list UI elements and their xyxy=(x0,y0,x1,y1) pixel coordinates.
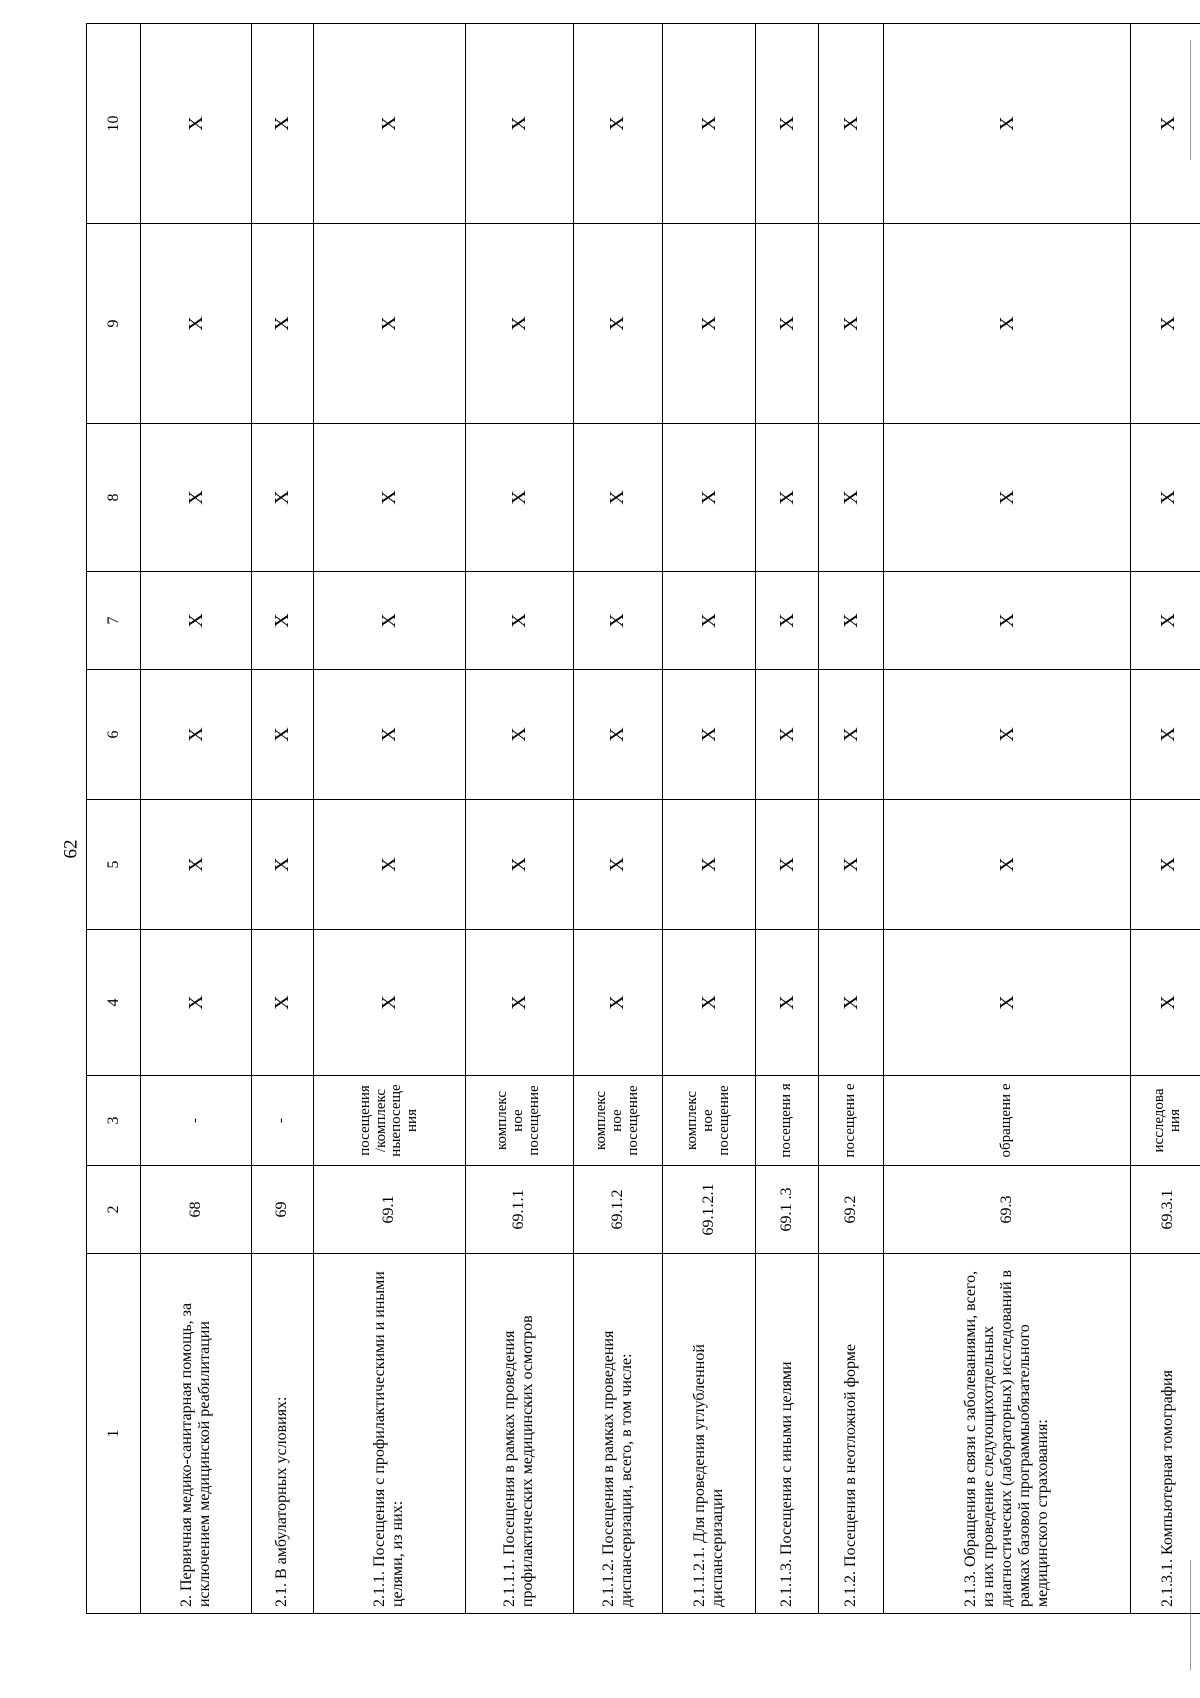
data-table xyxy=(86,23,1200,1614)
value-cell: X xyxy=(662,930,756,1076)
value-cell: X xyxy=(1131,424,1200,572)
rotated-table-wrapper xyxy=(86,24,1200,1614)
row-code-cell: 69.1.1 xyxy=(465,1166,573,1254)
row-name-cell: 2.1.3. Обращения в связи с заболеваниями, всего, из них проведение следующихотдельных диагностических (лабораторных) исследований в рамках базовой программыобязательного медицинского страхования: xyxy=(883,1254,1131,1614)
value-cell: X xyxy=(883,224,1131,424)
value-cell: X xyxy=(141,24,252,224)
value-cell: X xyxy=(314,800,465,930)
value-cell: X xyxy=(662,800,756,930)
row-unit-cell: - xyxy=(251,1076,314,1166)
value-cell: X xyxy=(465,572,573,670)
value-cell: X xyxy=(573,424,662,572)
row-code-cell: 69.2 xyxy=(818,1166,883,1254)
row-name-cell: 2.1.1.2. Посещения в рамках проведения диспансеризации, всего, в том числе: xyxy=(573,1254,662,1614)
value-cell: X xyxy=(1131,224,1200,424)
value-cell: X xyxy=(465,800,573,930)
row-unit-cell: обращени е xyxy=(883,1076,1131,1166)
value-cell: X xyxy=(314,930,465,1076)
row-name-cell: 2.1.1.3. Посещения с иными целями xyxy=(756,1254,819,1614)
value-cell: X xyxy=(662,572,756,670)
row-name-cell: 2.1.3.1. Компьютерная томография xyxy=(1131,1254,1200,1614)
value-cell: X xyxy=(756,930,819,1076)
page-number: 62 xyxy=(60,839,82,859)
header-cell: 10 xyxy=(87,24,141,224)
value-cell: X xyxy=(573,224,662,424)
value-cell: X xyxy=(818,24,883,224)
value-cell: X xyxy=(818,670,883,800)
header-cell: 5 xyxy=(87,800,141,930)
table-row xyxy=(314,24,465,1614)
value-cell: X xyxy=(756,424,819,572)
value-cell: X xyxy=(141,224,252,424)
table-row xyxy=(465,24,573,1614)
row-unit-cell: комплекс ное посещение xyxy=(662,1076,756,1166)
value-cell: X xyxy=(141,572,252,670)
row-unit-cell: - xyxy=(141,1076,252,1166)
table-row xyxy=(818,24,883,1614)
value-cell: X xyxy=(883,424,1131,572)
row-code-cell: 69.3.1 xyxy=(1131,1166,1200,1254)
value-cell: X xyxy=(141,930,252,1076)
value-cell: X xyxy=(662,424,756,572)
value-cell: X xyxy=(662,224,756,424)
value-cell: X xyxy=(573,572,662,670)
header-cell: 1 xyxy=(87,1254,141,1614)
value-cell: X xyxy=(251,424,314,572)
value-cell: X xyxy=(314,224,465,424)
value-cell: X xyxy=(1131,24,1200,224)
header-cell: 6 xyxy=(87,670,141,800)
value-cell: X xyxy=(662,670,756,800)
header-cell: 9 xyxy=(87,224,141,424)
header-cell: 7 xyxy=(87,572,141,670)
row-code-cell: 68 xyxy=(141,1166,252,1254)
value-cell: X xyxy=(251,24,314,224)
row-code-cell: 69.1 .3 xyxy=(756,1166,819,1254)
table-row xyxy=(573,24,662,1614)
row-name-cell: 2.1. В амбулаторных условиях: xyxy=(251,1254,314,1614)
value-cell: X xyxy=(251,800,314,930)
table-row xyxy=(883,24,1131,1614)
value-cell: X xyxy=(465,424,573,572)
header-cell: 8 xyxy=(87,424,141,572)
value-cell: X xyxy=(141,424,252,572)
row-unit-cell: комплекс ное посещение xyxy=(573,1076,662,1166)
value-cell: X xyxy=(251,224,314,424)
row-code-cell: 69.1.2.1 xyxy=(662,1166,756,1254)
value-cell: X xyxy=(314,424,465,572)
value-cell: X xyxy=(1131,930,1200,1076)
row-name-cell: 2.1.1.2.1. Для проведения углубленной диспансеризации xyxy=(662,1254,756,1614)
value-cell: X xyxy=(314,24,465,224)
value-cell: X xyxy=(1131,800,1200,930)
value-cell: X xyxy=(573,930,662,1076)
value-cell: X xyxy=(465,930,573,1076)
value-cell: X xyxy=(465,24,573,224)
value-cell: X xyxy=(251,930,314,1076)
value-cell: X xyxy=(314,572,465,670)
value-cell: X xyxy=(756,670,819,800)
value-cell: X xyxy=(573,24,662,224)
row-unit-cell: комплекс ное посещение xyxy=(465,1076,573,1166)
row-code-cell: 69.1 xyxy=(314,1166,465,1254)
table-row xyxy=(756,24,819,1614)
row-code-cell: 69 xyxy=(251,1166,314,1254)
row-unit-cell: исследова ния xyxy=(1131,1076,1200,1166)
row-name-cell: 2.1.2. Посещения в неотложной форме xyxy=(818,1254,883,1614)
value-cell: X xyxy=(818,572,883,670)
row-unit-cell: посещени е xyxy=(818,1076,883,1166)
value-cell: X xyxy=(251,670,314,800)
value-cell: X xyxy=(883,670,1131,800)
table-row xyxy=(251,24,314,1614)
value-cell: X xyxy=(141,670,252,800)
header-row xyxy=(87,24,141,1614)
value-cell: X xyxy=(314,670,465,800)
row-name-cell: 2.1.1.1. Посещения в рамках проведения профилактических медицинских осмотров xyxy=(465,1254,573,1614)
row-name-cell: 2.1.1. Посещения с профилактическими и иными целями, из них: xyxy=(314,1254,465,1614)
value-cell: X xyxy=(251,572,314,670)
value-cell: X xyxy=(883,24,1131,224)
value-cell: X xyxy=(573,670,662,800)
value-cell: X xyxy=(818,224,883,424)
value-cell: X xyxy=(818,930,883,1076)
table-row xyxy=(1131,24,1200,1614)
value-cell: X xyxy=(1131,670,1200,800)
value-cell: X xyxy=(756,572,819,670)
row-name-cell: 2. Первичная медико-санитарная помощь, за исключением медицинской реабилитации xyxy=(141,1254,252,1614)
table-row xyxy=(662,24,756,1614)
row-code-cell: 69.3 xyxy=(883,1166,1131,1254)
value-cell: X xyxy=(573,800,662,930)
value-cell: X xyxy=(756,800,819,930)
row-unit-cell: посещения /комплекс ныепосеще ния xyxy=(314,1076,465,1166)
row-code-cell: 69.1.2 xyxy=(573,1166,662,1254)
value-cell: X xyxy=(465,224,573,424)
value-cell: X xyxy=(662,24,756,224)
value-cell: X xyxy=(1131,572,1200,670)
table-row xyxy=(141,24,252,1614)
value-cell: X xyxy=(883,800,1131,930)
value-cell: X xyxy=(465,670,573,800)
value-cell: X xyxy=(141,800,252,930)
header-cell: 4 xyxy=(87,930,141,1076)
value-cell: X xyxy=(818,800,883,930)
value-cell: X xyxy=(818,424,883,572)
header-cell: 2 xyxy=(87,1166,141,1254)
row-unit-cell: посещени я xyxy=(756,1076,819,1166)
value-cell: X xyxy=(756,224,819,424)
value-cell: X xyxy=(756,24,819,224)
value-cell: X xyxy=(883,572,1131,670)
value-cell: X xyxy=(883,930,1131,1076)
header-cell: 3 xyxy=(87,1076,141,1166)
